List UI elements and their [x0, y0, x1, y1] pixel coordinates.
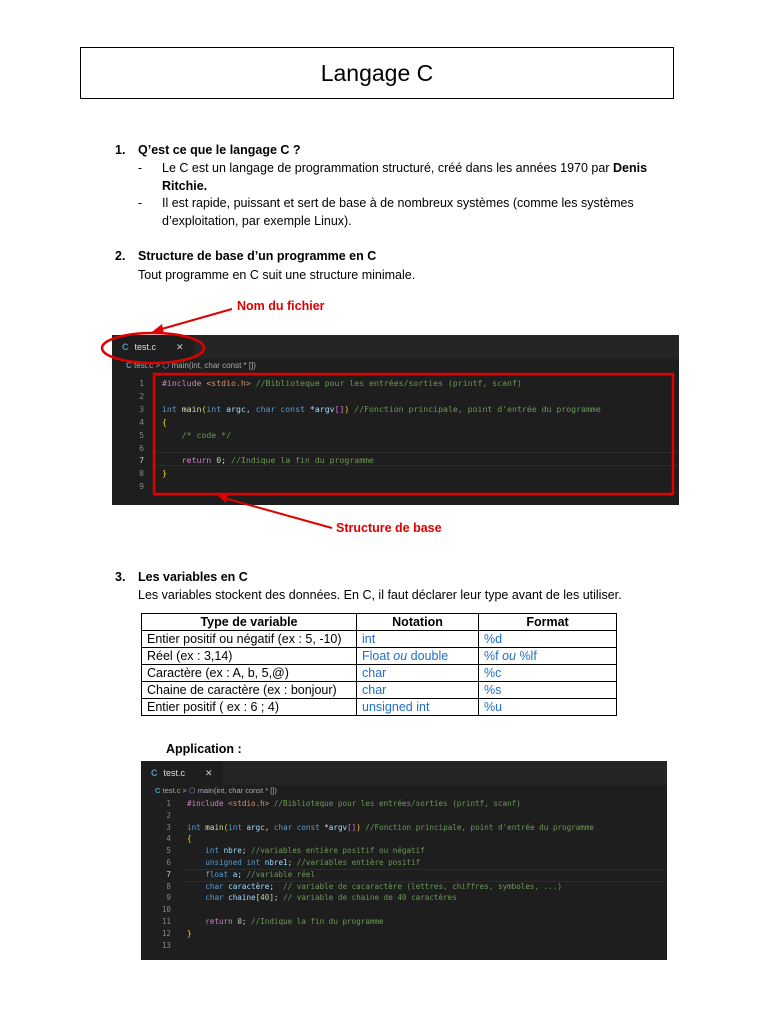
- line-number: 10: [161, 905, 171, 915]
- line-number: 7: [139, 455, 144, 466]
- table-cell: Chaine de caractère (ex : bonjour): [142, 682, 357, 699]
- code-line[interactable]: [141, 892, 667, 904]
- line-number: 5: [139, 429, 144, 440]
- column-header: Format: [479, 614, 617, 631]
- table-row: [142, 648, 617, 665]
- code-text: unsigned int nbre1; //variables entière positif: [205, 858, 421, 867]
- code-text: {: [162, 416, 167, 427]
- c-language-icon: C: [126, 361, 132, 370]
- c-language-icon: C: [122, 342, 129, 352]
- line-number: 4: [139, 416, 144, 427]
- line-number: 7: [166, 869, 171, 879]
- breadcrumb-file[interactable]: test.c: [162, 786, 181, 795]
- table-cell: Entier positif ( ex : 6 ; 4): [142, 699, 357, 716]
- breadcrumb-symbol[interactable]: main(int, char const * []): [197, 786, 277, 795]
- bullet1-text: Le C est un langage de programmation structuré, créé dans les années 1970 par: [162, 161, 613, 175]
- table-cell: Réel (ex : 3,14): [142, 648, 357, 665]
- close-icon[interactable]: ✕: [205, 767, 213, 778]
- cube-icon: ⬡: [162, 361, 170, 370]
- line-number: 9: [139, 481, 144, 492]
- line-number: 6: [139, 442, 144, 453]
- code-line[interactable]: [141, 881, 667, 893]
- section2-title: Structure de base d’un programme en C: [138, 249, 377, 263]
- annotation-base-structure: Structure de base: [336, 521, 442, 535]
- table-cell: int: [357, 631, 479, 648]
- line-number: 3: [166, 822, 171, 832]
- code-line[interactable]: [141, 845, 667, 857]
- code-line[interactable]: [141, 833, 667, 845]
- code-text: int main(int argc, char const *argv[]) //Fonction principale, point d'entrée du programme: [162, 403, 601, 414]
- cube-icon: ⬡: [189, 786, 196, 795]
- chevron-right-icon: >: [155, 361, 161, 370]
- bullet1-bold: Denis: [612, 161, 648, 175]
- code-line[interactable]: [141, 798, 667, 810]
- line-number: 1: [139, 378, 144, 388]
- code-text: }: [162, 468, 167, 479]
- table-cell: Entier positif ou négatif (ex : 5, -10): [142, 631, 357, 648]
- section2-number: 2.: [115, 249, 126, 263]
- code-line[interactable]: [141, 928, 667, 940]
- code-line[interactable]: [141, 940, 667, 952]
- c-language-icon: C: [155, 786, 161, 795]
- line-number: 12: [161, 928, 171, 938]
- code-text: int nbre; //variables entière positif ou négatif: [205, 846, 425, 856]
- editor-tab-label: test.c: [163, 768, 186, 778]
- code-text: #include <stdio.h> //Biblioteque pour les entrées/sorties (printf, scanf): [187, 799, 521, 808]
- code-line[interactable]: [141, 916, 667, 928]
- table-cell: %u: [479, 699, 617, 716]
- column-header: Notation: [357, 614, 479, 631]
- page-title-text: Langage C: [320, 59, 434, 86]
- c-language-icon: C: [151, 768, 158, 778]
- table-header-row: [142, 614, 617, 631]
- breadcrumb: [141, 786, 667, 798]
- chevron-right-icon: >: [182, 786, 187, 795]
- bullet-dash: -: [138, 161, 143, 175]
- section3-title: Les variables en C: [138, 570, 248, 584]
- code-text: }: [187, 928, 192, 938]
- variables-table: [141, 613, 617, 716]
- table-cell: %s: [479, 682, 617, 699]
- table-cell: unsigned int: [357, 699, 479, 716]
- code-text: int main(int argc, char const *argv[]) //Fonction principale, point d'entrée du programme: [187, 822, 594, 832]
- code-text: {: [187, 834, 192, 844]
- editor-tab-bar: [141, 761, 667, 785]
- bullet1-bold2: Ritchie.: [162, 179, 208, 193]
- table-cell: %f ou %lf: [479, 648, 617, 665]
- line-number: 13: [161, 940, 171, 950]
- table-row: [142, 665, 617, 682]
- table-cell: %c: [479, 665, 617, 682]
- line-number: 9: [166, 893, 171, 903]
- arrow-line: [158, 309, 232, 330]
- line-number: 2: [139, 390, 144, 401]
- code-text: float a; //variable réel: [205, 869, 316, 879]
- line-number: 1: [166, 799, 171, 808]
- table-row: [142, 682, 617, 699]
- code-text: char chaine[40]; // variable de chaine de 40 caractères: [205, 893, 457, 903]
- table-cell: Float ou double: [357, 648, 479, 665]
- code-text: return 0; //Indique la fin du programme: [205, 917, 384, 926]
- line-number: 8: [139, 468, 144, 479]
- section1-number: 1.: [115, 143, 126, 157]
- tab-highlight-ellipse: [102, 333, 204, 363]
- code-line[interactable]: [141, 857, 667, 869]
- line-number: 6: [166, 858, 171, 867]
- breadcrumb-file[interactable]: test.c: [134, 361, 154, 370]
- code-text: /* code */: [181, 429, 232, 440]
- table-row: [142, 631, 617, 648]
- column-header: Type de variable: [142, 614, 357, 631]
- code-line[interactable]: [141, 904, 667, 916]
- bullet2-line2: d’exploitation, par exemple Linux).: [162, 214, 352, 228]
- close-icon[interactable]: ✕: [176, 341, 184, 352]
- arrow-line: [224, 498, 332, 528]
- annotation-file-name: Nom du fichier: [237, 299, 325, 313]
- line-number: 5: [166, 846, 171, 856]
- breadcrumb-symbol[interactable]: main(int, char const * []): [171, 361, 256, 370]
- table-cell: Caractère (ex : A, b, 5,@): [142, 665, 357, 682]
- table-cell: %d: [479, 631, 617, 648]
- editor-tab[interactable]: [141, 761, 223, 785]
- code-text: #include <stdio.h> //Biblioteque pour les entrées/sorties (printf, scanf): [162, 378, 522, 388]
- line-number: 8: [166, 881, 171, 891]
- code-line[interactable]: [141, 869, 667, 881]
- structure-highlight-box: [154, 374, 673, 494]
- editor-tab-label: test.c: [134, 342, 157, 352]
- bullet-dash: -: [138, 196, 143, 210]
- bullet2-line1: Il est rapide, puissant et sert de base à de nombreux systèmes (comme les systèmes: [162, 196, 634, 210]
- code-text: char caractère; // variable de cacaractère (lettres, chiffres, symboles, ...): [205, 881, 562, 891]
- section2-text: Tout programme en C suit une structure minimale.: [138, 268, 416, 282]
- application-label: Application :: [166, 742, 242, 756]
- line-number: 4: [166, 834, 171, 844]
- code-line[interactable]: [141, 822, 667, 834]
- line-number: 2: [166, 810, 171, 820]
- section3-number: 3.: [115, 570, 126, 584]
- table-cell: char: [357, 682, 479, 699]
- code-text: return 0; //Indique la fin du programme: [181, 455, 374, 466]
- table-cell: char: [357, 665, 479, 682]
- section3-text: Les variables stockent des données. En C, il faut déclarer leur type avant de les utiliser.: [138, 588, 622, 602]
- line-number: 11: [161, 917, 171, 926]
- line-number: 3: [139, 403, 144, 414]
- code-editor-2: [141, 761, 667, 960]
- section1-title: Q’est ce que le langage C ?: [138, 143, 301, 157]
- code-line[interactable]: [141, 810, 667, 822]
- table-row: [142, 699, 617, 716]
